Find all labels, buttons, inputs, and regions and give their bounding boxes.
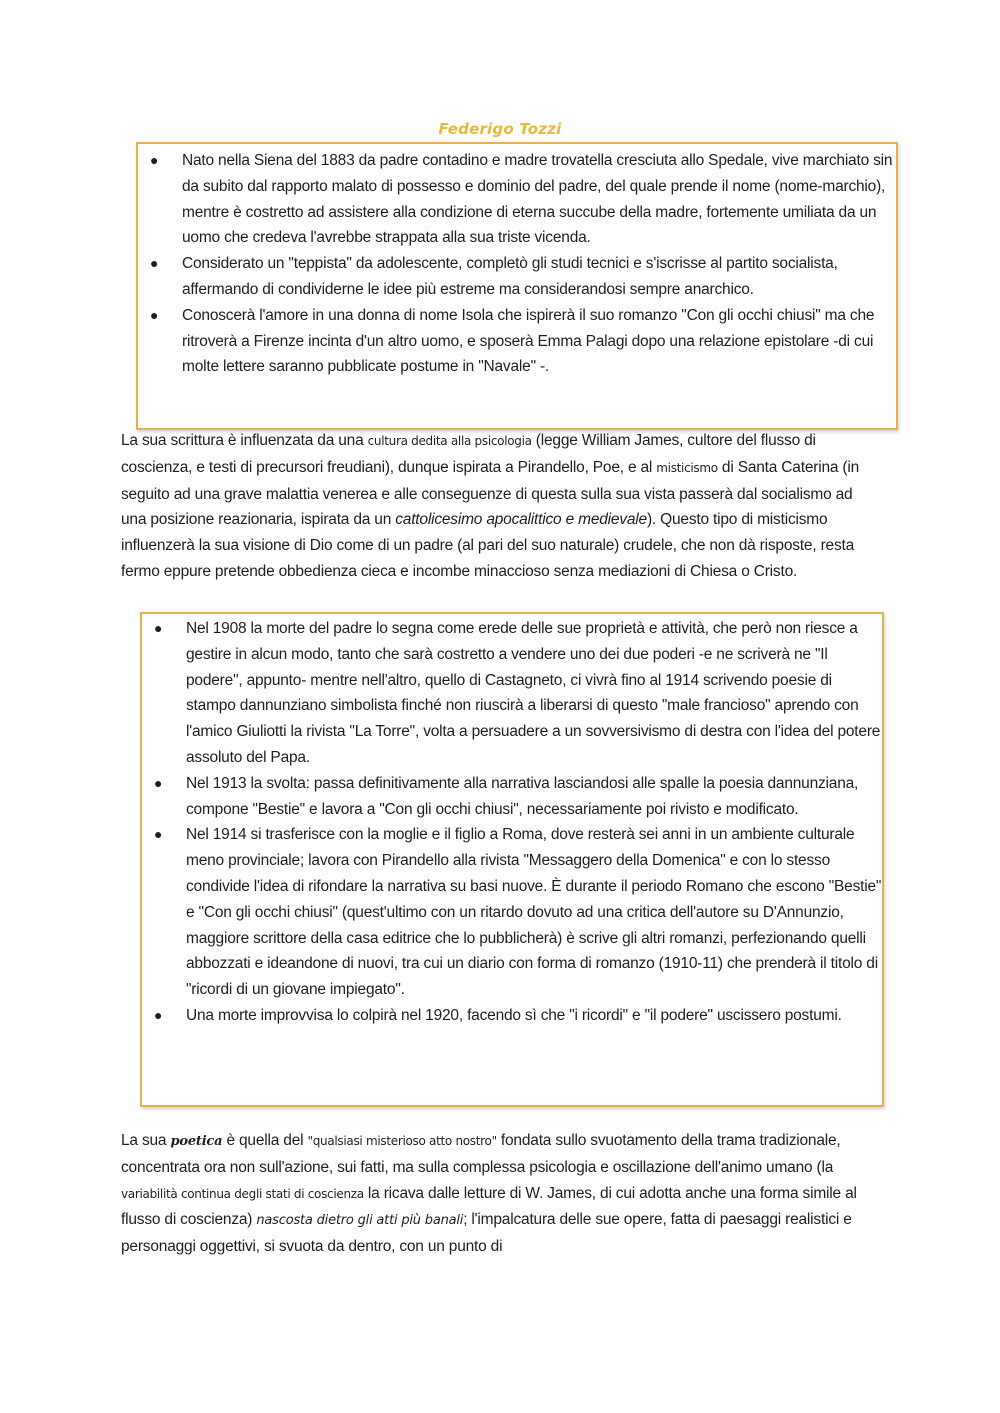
handwritten-note: "qualsiasi misterioso atto nostro" (307, 1134, 497, 1148)
bullet-icon: ● (150, 152, 159, 168)
list-item: ● Una morte improvvisa lo colpirà nel 1920, facendo sì che "i ricordi" e "il podere" uscissero postumi. (142, 1003, 882, 1029)
handwritten-note: misticismo (656, 460, 718, 475)
list-item: ● Considerato un "teppista" da adolescente, completò gli studi tecnici e s'iscrisse al partito socialista, affermando di condividerne le idee più estreme ma considerandosi sempre anarchico. (138, 251, 896, 303)
bullet-list-1 (138, 144, 896, 380)
list-item: ● Nel 1913 la svolta: passa definitivamente alla narrativa lasciandosi alle spalle la poesia dannunziana, compone "Bestie" e lavora a "Con gli occhi chiusi", necessariamente poi rivisto e modificato. (142, 771, 882, 823)
handwritten-note: variabilità continua degli stati di coscienza (121, 1186, 364, 1201)
handwritten-note: cultura dedita alla psicologia (367, 434, 532, 448)
bullet-icon: ● (150, 306, 159, 323)
bullet-icon: ● (154, 774, 163, 791)
biography-box-1 (136, 142, 898, 430)
paragraph-influences: La sua scrittura è influenzata da una cultura dedita alla psicologia (legge William James, cultore del flusso di coscienza, e testi di precursori freudiani), dunque ispirata a Pirandello, Poe, e al misticismo di Santa Caterina (in seguito ad una grave malattia venerea e alle conseguenze di questa sulla sua vista passerà dal socialismo ad una posizione reazionaria, ispirata da un cattolicesimo apocalittico e medievale). Questo tipo di misticismo influenzerà la sua visione di Dio come di un padre (al pari del suo naturale) crudele, che non dà risposte, resta fermo eppure pretende obbedienza cieca e incombe minaccioso senza mediazioni di Chiesa o Cristo. (121, 432, 860, 580)
bullet-icon: ● (154, 826, 163, 843)
biography-box-2 (140, 612, 884, 1107)
bullet-list-2 (142, 616, 882, 1029)
list-item: ● Nato nella Siena del 1883 da padre contadino e madre trovatella cresciuta allo Spedale, vive marchiato sin da subito dal rapporto malato di possesso e dominio del padre, del quale prende il nome (nome-marchio), mentre è costretto ad assistere alla condizione di eterna succube della madre, fortemente umiliata da un uomo che credeva l'avrebbe strappata alla sua triste vicenda. (138, 148, 896, 251)
page-title: Federigo Tozzi (438, 120, 562, 138)
bullet-icon: ● (154, 1006, 163, 1023)
list-item: ● Nel 1908 la morte del padre lo segna come erede delle sue proprietà e attività, che però non riesce a gestire in alcun modo, tanto che sarà costretto a vendere uno dei due poderi -e ne scriverà ne "Il podere", appunto- mentre nell'altro, quello di Castagneto, ci vivrà fino al 1914 scrivendo poesie di stampo dannunziano simbolista finché non riuscirà a liberarsi di questo "male francioso" aprendo con l'amico Giuliotti la rivista "La Torre", volta a persuadere a un sovversivismo di destra con l'idea del potere assoluto del Papa. (142, 616, 882, 771)
handwritten-note: nascosta dietro gli atti più banali (256, 1213, 464, 1229)
list-item: ● Nel 1914 si trasferisce con la moglie e il figlio a Roma, dove resterà sei anni in un ambiente culturale meno provinciale; lavora con Pirandello alla rivista "Messaggero della Domenica" e con lo stesso condivide l'idea di rifondare la narrativa su basi nuove. È durante il periodo Romano che escono "Bestie" e "Con gli occhi chiusi" (quest'ultimo con un ritardo dovuto ad una critica dell'autore su D'Annunzio, maggiore scrittore della casa editrice che lo pubblicherà) è scrive gli altri romanzi, perfezionando quelli abbozzati e ideandone di nuovi, tra cui un diario con forma di romanzo (1910-11) che prenderà il titolo di "ricordi di un giovane impiegato". (142, 822, 882, 1003)
handwritten-note: poetica (170, 1134, 223, 1149)
bullet-icon: ● (150, 255, 159, 272)
bullet-icon: ● (154, 620, 163, 636)
italic-phrase: cattolicesimo apocalittico e medievale (395, 511, 647, 529)
paragraph-poetica: La sua poetica è quella del "qualsiasi misterioso atto nostro" fondata sullo svuotamento della trama tradizionale, concentrata ora non sull'azione, sui fatti, ma sulla complessa psicologia e oscillazione dell'animo umano (la variabilità continua degli stati di coscienza la ricava dalle letture di W. James, di cui adotta anche una forma simile al flusso di coscienza) nascosta dietro gli atti più banali; l'impalcatura delle sue opere, fatta di paesaggi realistici e personaggi oggettivi, si svuota da dentro, con un punto di (121, 1132, 857, 1256)
list-item: ● Conoscerà l'amore in una donna di nome Isola che ispirerà il suo romanzo "Con gli occhi chiusi" ma che ritroverà a Firenze incinta d'un altro uomo, e sposerà Emma Palagi dopo una relazione epistolare -di cui molte lettere saranno pubblicate postume in "Navale" -. (138, 303, 896, 380)
